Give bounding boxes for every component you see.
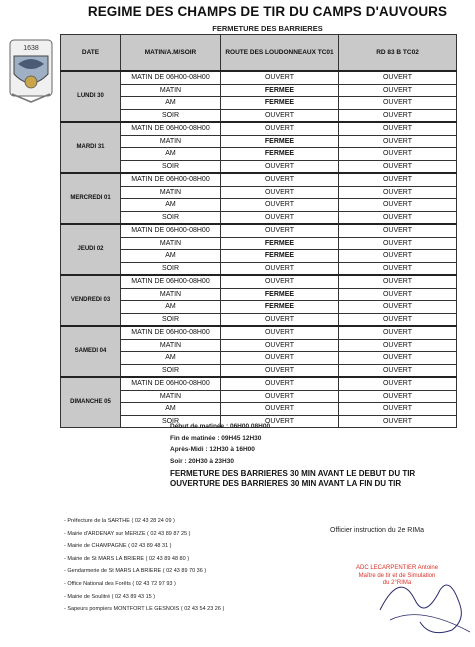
route-cell: OUVERT xyxy=(221,122,339,135)
rd-cell: OUVERT xyxy=(339,377,457,390)
slot-cell: SOIR xyxy=(121,415,221,428)
table-row xyxy=(61,288,457,301)
slot-cell: AM xyxy=(121,352,221,365)
rd-cell: OUVERT xyxy=(339,237,457,250)
table-row xyxy=(61,364,457,377)
slot-cell: SOIR xyxy=(121,364,221,377)
rd-cell: OUVERT xyxy=(339,122,457,135)
slot-cell: MATIN DE 06H00-08H00 xyxy=(121,275,221,288)
rd-cell: OUVERT xyxy=(339,186,457,199)
stamp-role: Maître de tir et de Simulation xyxy=(358,572,436,579)
info-line-morning-start: Début de matinée : 06H00 08H00 xyxy=(170,423,271,430)
page-title: REGIME DES CHAMPS DE TIR DU CAMPS D'AUVOURS xyxy=(87,4,448,19)
slot-cell: SOIR xyxy=(121,262,221,275)
slot-cell: SOIR xyxy=(121,211,221,224)
day-cell: JEUDI 02 xyxy=(61,224,121,275)
route-cell: FERMEE xyxy=(221,84,339,97)
rd-cell: OUVERT xyxy=(339,160,457,173)
officer-stamp xyxy=(356,565,438,588)
table-row xyxy=(61,84,457,97)
route-cell: OUVERT xyxy=(221,109,339,122)
route-cell: FERMEE xyxy=(221,250,339,263)
route-cell: FERMEE xyxy=(221,237,339,250)
contact-item: - Mairie de Soulitré ( 02 43 89 43 15 ) xyxy=(64,593,156,600)
slot-cell: MATIN DE 06H00-08H00 xyxy=(121,326,221,339)
route-cell: OUVERT xyxy=(221,199,339,212)
rd-cell: OUVERT xyxy=(339,390,457,403)
schedule-info xyxy=(170,421,415,489)
rd-cell: OUVERT xyxy=(339,262,457,275)
slot-cell: MATIN xyxy=(121,237,221,250)
rd-cell: OUVERT xyxy=(339,301,457,314)
regiment-crest-icon xyxy=(4,34,58,108)
contact-item: - Gendarmerie de St MARS LA BRIERE ( 02 43 89 70 36 ) xyxy=(64,568,207,575)
rd-cell: OUVERT xyxy=(339,415,457,428)
route-cell: OUVERT xyxy=(221,211,339,224)
table-row xyxy=(61,313,457,326)
rd-cell: OUVERT xyxy=(339,288,457,301)
slot-cell: MATIN DE 06H00-08H00 xyxy=(121,71,221,84)
slot-cell: SOIR xyxy=(121,109,221,122)
table-row xyxy=(61,135,457,148)
slot-cell: MATIN xyxy=(121,84,221,97)
rd-cell: OUVERT xyxy=(339,173,457,186)
route-cell: OUVERT xyxy=(221,262,339,275)
table-row xyxy=(61,275,457,288)
table-row xyxy=(61,160,457,173)
route-cell: OUVERT xyxy=(221,377,339,390)
day-cell: MERCREDI 01 xyxy=(61,173,121,224)
table-row xyxy=(61,339,457,352)
rd-cell: OUVERT xyxy=(339,109,457,122)
officer-title: Officier instruction du 2e RIMa xyxy=(330,527,425,534)
route-cell: OUVERT xyxy=(221,173,339,186)
rd-cell: OUVERT xyxy=(339,211,457,224)
slot-cell: AM xyxy=(121,199,221,212)
table-row xyxy=(61,186,457,199)
slot-cell: MATIN DE 06H00-08H00 xyxy=(121,122,221,135)
slot-cell: AM xyxy=(121,403,221,416)
slot-cell: MATIN xyxy=(121,186,221,199)
route-cell: FERMEE xyxy=(221,97,339,110)
table-row xyxy=(61,224,457,237)
table-row xyxy=(61,326,457,339)
day-cell: SAMEDI 04 xyxy=(61,326,121,377)
table-row xyxy=(61,173,457,186)
route-cell: OUVERT xyxy=(221,326,339,339)
route-cell: FERMEE xyxy=(221,288,339,301)
table-row xyxy=(61,211,457,224)
column-header-date: DATE xyxy=(61,35,121,72)
table-row xyxy=(61,148,457,161)
slot-cell: AM xyxy=(121,97,221,110)
notice-closing: FERMETURE DES BARRIERES 30 MIN AVANT LE DEBUT DU TIR xyxy=(170,469,416,478)
route-cell: OUVERT xyxy=(221,160,339,173)
day-cell: MARDI 31 xyxy=(61,122,121,173)
page-subtitle: FERMETURE DES BARRIERES xyxy=(212,24,323,33)
route-cell: OUVERT xyxy=(221,224,339,237)
slot-cell: SOIR xyxy=(121,313,221,326)
rd-cell: OUVERT xyxy=(339,224,457,237)
slot-cell: MATIN DE 06H00-08H00 xyxy=(121,377,221,390)
table-row xyxy=(61,250,457,263)
contact-list xyxy=(64,515,224,616)
info-line-afternoon: Après-Midi : 12H30 à 16H00 xyxy=(170,446,255,453)
route-cell: FERMEE xyxy=(221,135,339,148)
contact-item: - Sapeurs pompiers MONTFORT LE GESNOIS ( 02 43 54 23 26 ) xyxy=(64,606,225,613)
table-row xyxy=(61,109,457,122)
info-line-morning-end: Fin de matinée : 09H45 12H30 xyxy=(170,434,262,442)
slot-cell: AM xyxy=(121,148,221,161)
route-cell: OUVERT xyxy=(221,339,339,352)
table-row xyxy=(61,262,457,275)
slot-cell: MATIN xyxy=(121,390,221,403)
slot-cell: MATIN DE 06H00-08H00 xyxy=(121,173,221,186)
table-row xyxy=(61,237,457,250)
stamp-unit: du 2°RIMa xyxy=(382,580,412,586)
slot-cell: MATIN xyxy=(121,339,221,352)
slot-cell: MATIN DE 06H00-08H00 xyxy=(121,224,221,237)
rd-cell: OUVERT xyxy=(339,148,457,161)
day-cell: DIMANCHE 05 xyxy=(61,377,121,428)
slot-cell: MATIN xyxy=(121,135,221,148)
route-cell: FERMEE xyxy=(221,301,339,314)
table-row xyxy=(61,199,457,212)
route-cell: FERMEE xyxy=(221,148,339,161)
contact-item: - Mairie de St MARS LA BRIERE ( 02 43 89 48 80 ) xyxy=(64,555,190,562)
route-cell: OUVERT xyxy=(221,415,339,428)
schedule-table xyxy=(60,34,457,428)
crest-year: 1638 xyxy=(23,45,39,52)
notice-opening: OUVERTURE DES BARRIERES 30 MIN AVANT LA FIN DU TIR xyxy=(170,479,402,488)
table-row xyxy=(61,390,457,403)
rd-cell: OUVERT xyxy=(339,84,457,97)
contact-item: - Mairie de CHAMPAGNE ( 02 43 89 48 31 ) xyxy=(64,543,172,550)
rd-cell: OUVERT xyxy=(339,250,457,263)
info-line-evening: Soir : 20H30 à 23H30 xyxy=(170,457,234,465)
route-cell: OUVERT xyxy=(221,71,339,84)
slot-cell: AM xyxy=(121,301,221,314)
stamp-name: ADC LECARPENTIER Antoine xyxy=(356,565,439,571)
contact-item: - Office National des Forêts ( 02 43 72 97 93 ) xyxy=(64,580,176,587)
rd-cell: OUVERT xyxy=(339,403,457,416)
route-cell: OUVERT xyxy=(221,186,339,199)
column-header-rd: RD 83 B TC02 xyxy=(339,35,457,72)
table-row xyxy=(61,122,457,135)
rd-cell: OUVERT xyxy=(339,326,457,339)
rd-cell: OUVERT xyxy=(339,352,457,365)
route-cell: OUVERT xyxy=(221,352,339,365)
route-cell: OUVERT xyxy=(221,403,339,416)
column-header-period: MATIN/A.M/SOIR xyxy=(121,35,221,72)
day-cell: VENDREDI 03 xyxy=(61,275,121,326)
rd-cell: OUVERT xyxy=(339,97,457,110)
table-row xyxy=(61,97,457,110)
slot-cell: AM xyxy=(121,250,221,263)
rd-cell: OUVERT xyxy=(339,339,457,352)
table-row xyxy=(61,71,457,84)
rd-cell: OUVERT xyxy=(339,275,457,288)
table-row xyxy=(61,301,457,314)
slot-cell: SOIR xyxy=(121,160,221,173)
route-cell: OUVERT xyxy=(221,390,339,403)
day-cell: LUNDI 30 xyxy=(61,71,121,122)
table-row xyxy=(61,403,457,416)
column-header-route: ROUTE DES LOUDONNEAUX TC01 xyxy=(221,35,339,72)
rd-cell: OUVERT xyxy=(339,313,457,326)
table-row xyxy=(61,377,457,390)
rd-cell: OUVERT xyxy=(339,135,457,148)
slot-cell: MATIN xyxy=(121,288,221,301)
contact-item: - Mairie d'ARDENAY sur MERIZE ( 02 43 89 87 25 ) xyxy=(64,530,191,537)
contact-item: - Préfecture de la SARTHE ( 02 43 28 24 09 ) xyxy=(64,518,175,524)
rd-cell: OUVERT xyxy=(339,71,457,84)
route-cell: OUVERT xyxy=(221,364,339,377)
rd-cell: OUVERT xyxy=(339,199,457,212)
route-cell: OUVERT xyxy=(221,275,339,288)
rd-cell: OUVERT xyxy=(339,364,457,377)
table-row xyxy=(61,352,457,365)
route-cell: OUVERT xyxy=(221,313,339,326)
